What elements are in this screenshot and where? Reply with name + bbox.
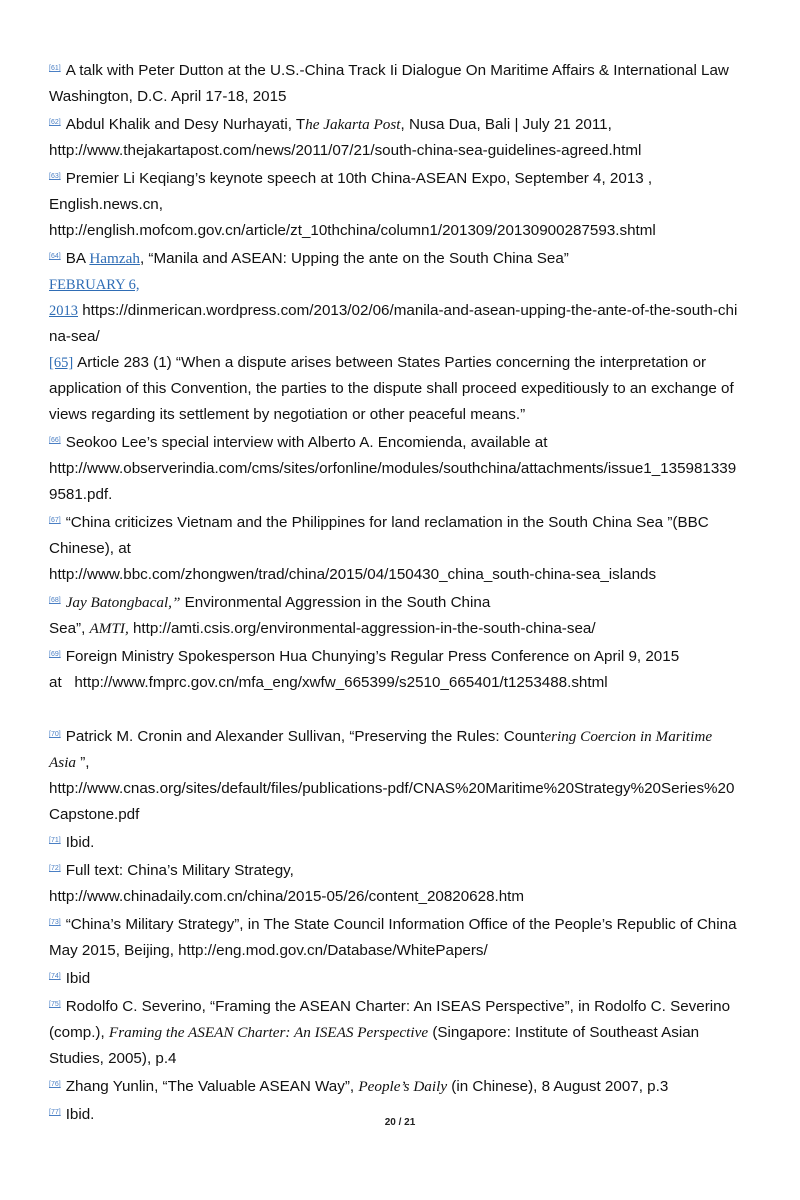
footnote-text: Foreign Ministry Spokesperson Hua Chunying’s Regular Press Conference on April 9, 2015 [65,648,680,665]
author-link[interactable]: Hamzah [89,250,140,267]
footnote-text: , “Manila and ASEAN: Upping the ante on the South China Sea” [139,250,569,267]
publication-title: AMTI, [89,620,129,637]
footnote-64-url [49,298,754,324]
publication-title: ering Coercion in Maritime [544,728,713,745]
footnotes-page [49,56,754,1128]
footnote-text: Zhang Yunlin, “The Valuable ASEAN Way”, [65,1078,359,1095]
footnote-ref-77[interactable]: [77] [49,1109,61,1116]
footnote-63-url: http://english.mofcom.gov.cn/article/zt_10thchina/column1/201309/20130900287593.shtml [49,222,656,239]
footnote-73 [49,910,754,938]
footnote-text: A talk with Peter Dutton at the U.S.-China Track Ii Dialogue On Maritime Affairs & International Law [65,62,729,79]
footnote-61 [49,56,754,84]
footnote-ref-64[interactable]: [64] [49,253,61,260]
footnote-ref-61[interactable]: [61] [49,65,61,72]
footnote-text: Seokoo Lee’s special interview with Alberto A. Encomienda, available at [65,434,548,451]
footnote-ref-66[interactable]: [66] [49,437,61,444]
footnote-70 [49,722,754,750]
footnote-text: Patrick M. Cronin and Alexander Sullivan, “Preserving the Rules: Count [65,728,545,745]
footnote-69-url: at http://www.fmprc.gov.cn/mfa_eng/xwfw_665399/s2510_665401/t1253488.shtml [49,674,608,691]
year-link[interactable]: 2013 [49,303,78,319]
footnote-text: Sea”, [49,620,90,637]
footnote-ref-70[interactable]: [70] [49,731,61,738]
footnote-text: , Nusa Dua, Bali | July 21 2011, [400,116,612,133]
footnote-text: Ibid. [65,834,95,851]
footnote-text: ”, [76,754,90,771]
footnote-ref-67[interactable]: [67] [49,517,61,524]
footnote-67 [49,508,754,536]
footnote-ref-71[interactable]: [71] [49,837,61,844]
spacer [49,696,754,722]
footnote-text: Ibid [65,970,91,987]
footnote-65-cont: application of this Convention, the parties to the dispute shall proceed expeditiously to an exchange of [49,380,734,397]
footnote-text: Rodolfo C. Severino, “Framing the ASEAN Charter: An ISEAS Perspective”, in Rodolfo C. Severino [65,998,731,1015]
footnote-67-url: http://www.bbc.com/zhongwen/trad/china/2015/04/150430_china_south-china-sea_islands [49,566,657,583]
footnote-69 [49,642,754,670]
footnote-67-cont: Chinese), at [49,540,131,557]
footnote-ref-73[interactable]: [73] [49,919,61,926]
footnote-url: http://amti.csis.org/environmental-aggression-in-the-south-china-sea/ [128,620,596,637]
footnote-72 [49,856,754,884]
footnote-61-cont: Washington, D.C. April 17-18, 2015 [49,88,287,105]
footnote-ref-75[interactable]: [75] [49,1001,61,1008]
footnote-65-cont: views regarding its settlement by negotiation or other peaceful means.” [49,406,526,423]
footnote-text: Abdul Khalik and Desy Nurhayati, T [65,116,306,133]
footnote-63-cont: English.news.cn, [49,196,163,213]
footnote-62 [49,110,754,138]
footnote-ref-76[interactable]: [76] [49,1081,61,1088]
footnote-text: BA [65,250,90,267]
footnote-text: “China’s Military Strategy”, in The State Council Information Office of the People’s Republic of China [65,916,737,933]
footnote-text: Ibid. [65,1106,95,1123]
footnote-64 [49,244,754,272]
footnote-70-url-cont: Capstone.pdf [49,806,140,823]
footnote-75-cont: Studies, 2005), p.4 [49,1050,177,1067]
publication-title: People’s Daily [358,1078,448,1095]
footnote-ref-65[interactable]: [65] [49,355,74,371]
footnote-url: https://dinmerican.wordpress.com/2013/02/06/manila-and-asean-upping-the-ante-of-the-south-chi [78,302,738,319]
footnote-71 [49,828,754,856]
footnote-ref-69[interactable]: [69] [49,651,61,658]
footnote-text: (comp.), [49,1024,109,1041]
footnote-64-date [49,272,754,298]
footnote-70-cont [49,750,754,776]
footnote-63 [49,164,754,192]
footnote-text: Environmental Aggression in the South China [180,594,491,611]
publication-title: he Jakarta Post [305,116,401,133]
footnote-66 [49,428,754,456]
footnote-65 [49,350,754,376]
footnote-ref-68[interactable]: [68] [49,597,61,604]
footnote-66-url: http://www.observerindia.com/cms/sites/orfonline/modules/southchina/attachments/issue1_135981339 [49,460,737,477]
footnote-76 [49,1072,754,1100]
footnote-70-url: http://www.cnas.org/sites/default/files/publications-pdf/CNAS%20Maritime%20Strategy%20Series%20 [49,780,735,797]
publication-title: Asia [49,754,77,771]
footnote-73-cont: May 2015, Beijing, http://eng.mod.gov.cn/Database/WhitePapers/ [49,942,488,959]
footnote-text: Premier Li Keqiang’s keynote speech at 10th China-ASEAN Expo, September 4, 2013 , [65,170,653,187]
footnote-68 [49,588,754,616]
footnote-74 [49,964,754,992]
footnote-62-url: http://www.thejakartapost.com/news/2011/07/21/south-china-sea-guidelines-agreed.html [49,142,642,159]
footnote-text: “China criticizes Vietnam and the Philippines for land reclamation in the South China Sea ”(BBC [65,514,709,531]
footnote-75 [49,992,754,1020]
page-number: 20 / 21 [384,1117,416,1128]
footnote-ref-62[interactable]: [62] [49,119,61,126]
footnote-68-cont [49,616,754,642]
footnote-text: Full text: China’s Military Strategy, [65,862,294,879]
publication-title: Framing the ASEAN Charter: An ISEAS Perspective [108,1024,429,1041]
footnote-ref-63[interactable]: [63] [49,173,61,180]
footnote-text: (in Chinese), 8 August 2007, p.3 [447,1078,669,1095]
date-link[interactable]: FEBRUARY 6, [49,277,140,293]
author-name: Jay Batongbacal,” [65,594,181,611]
footnote-text: (Singapore: Institute of Southeast Asian [428,1024,700,1041]
footnote-64-url-cont: na-sea/ [49,328,100,345]
footnote-75-cont [49,1020,754,1046]
footnote-text: Article 283 (1) “When a dispute arises between States Parties concerning the interpretation or [77,354,707,371]
footnote-72-url: http://www.chinadaily.com.cn/china/2015-05/26/content_20820628.htm [49,888,525,905]
footnote-66-url-cont: 9581.pdf. [49,486,113,503]
footnote-ref-74[interactable]: [74] [49,973,61,980]
footnote-ref-72[interactable]: [72] [49,865,61,872]
